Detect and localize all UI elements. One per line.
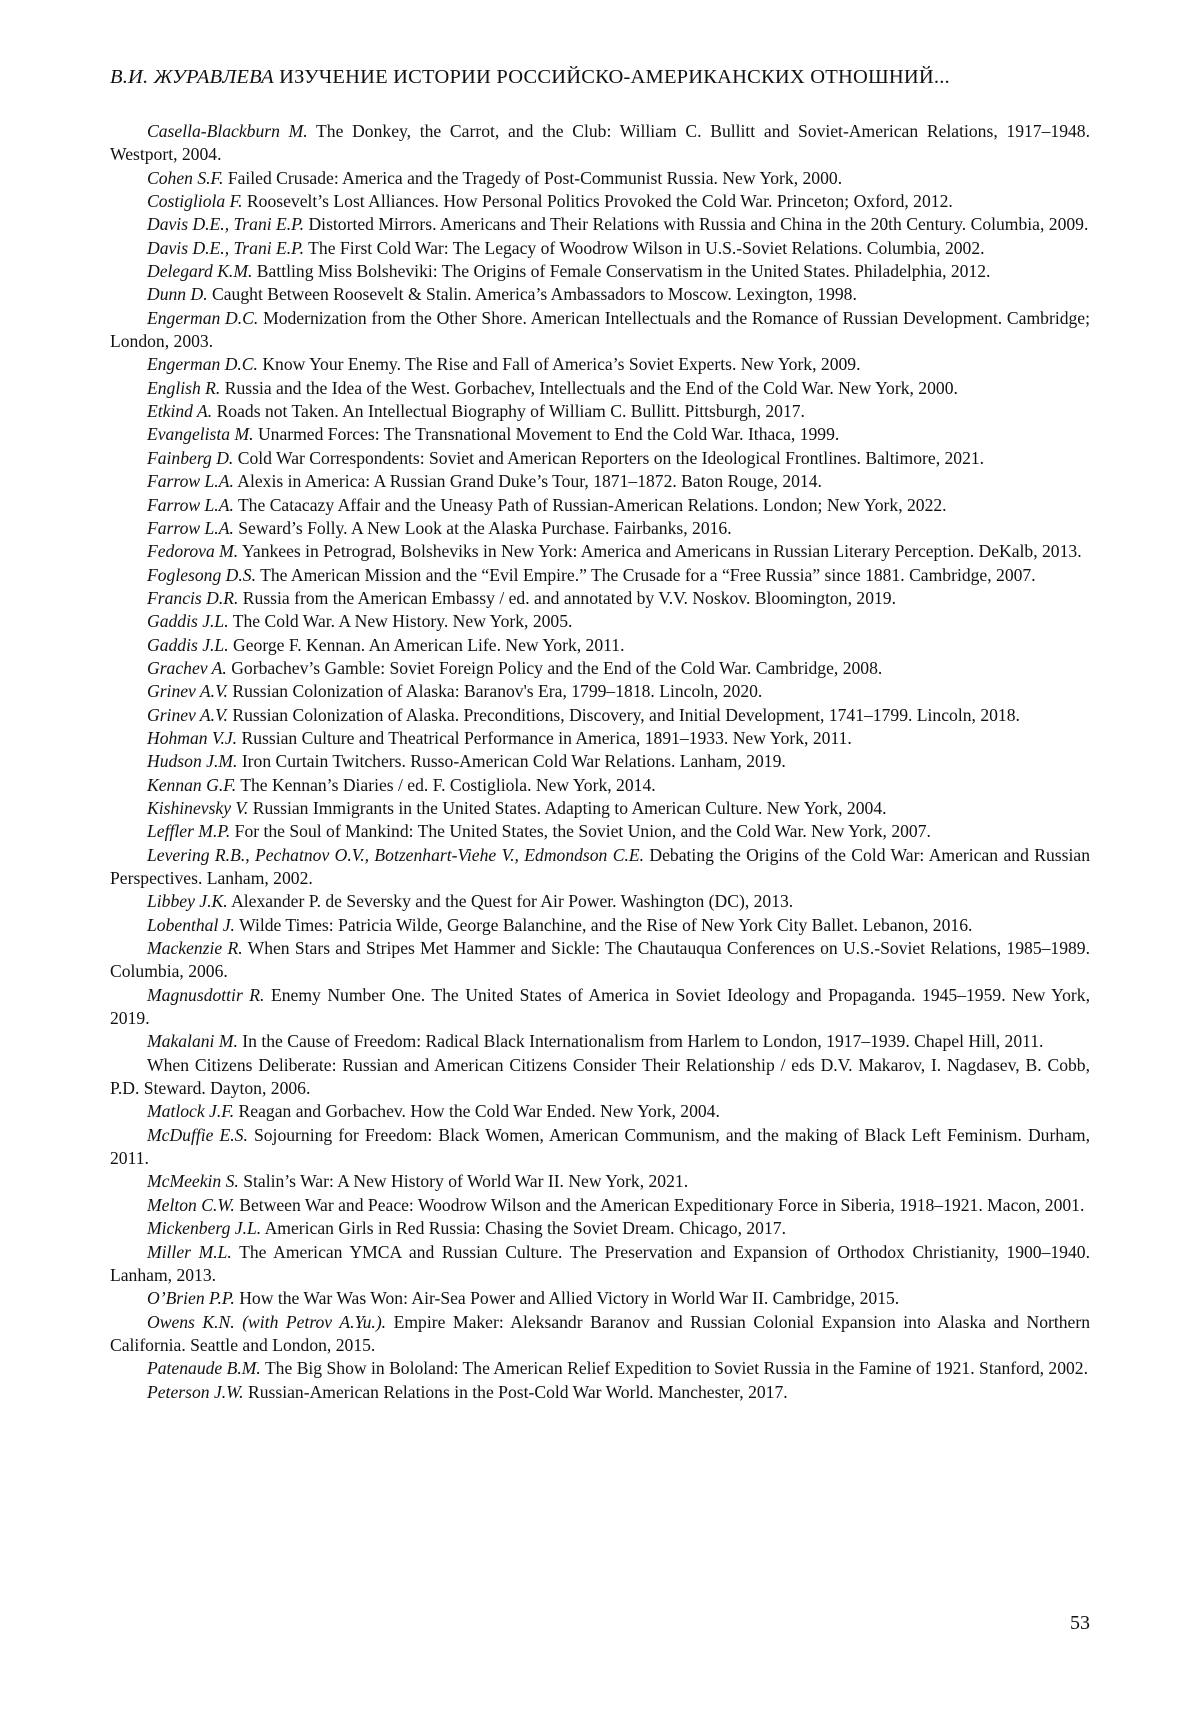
bibliography-entry	[110, 1100, 1090, 1123]
entry-text: Alexander P. de Seversky and the Quest for Air Power. Washington (DC), 2013.	[231, 891, 793, 911]
entry-author: Mickenberg J.L.	[147, 1218, 261, 1238]
entry-text: Russian Culture and Theatrical Performance in America, 1891–1933. New York, 2011.	[242, 728, 852, 748]
bibliography-entry	[110, 1287, 1090, 1310]
entry-author: Grinev A.V.	[147, 681, 228, 701]
entry-author: Hohman V.J.	[147, 728, 237, 748]
bibliography-entry	[110, 657, 1090, 680]
entry-author: Dunn D.	[147, 284, 208, 304]
header-author: В.И. ЖУРАВЛЕВА	[110, 66, 274, 88]
entry-author: Leffler M.P.	[147, 821, 230, 841]
bibliography-entry	[110, 564, 1090, 587]
entry-author: Davis D.E., Trani E.P.	[147, 238, 304, 258]
entry-author: Davis D.E., Trani E.P.	[147, 214, 304, 234]
bibliography-entry	[110, 937, 1090, 984]
entry-text: Failed Crusade: America and the Tragedy of Post-Communist Russia. New York, 2000.	[228, 168, 842, 188]
entry-author: Farrow L.A.	[147, 518, 234, 538]
entry-text: American Girls in Red Russia: Chasing the Soviet Dream. Chicago, 2017.	[265, 1218, 786, 1238]
entry-text: Between War and Peace: Woodrow Wilson and the American Expeditionary Force in Siberia, 1918–1921. Macon, 2001.	[239, 1195, 1084, 1215]
bibliography-entry	[110, 750, 1090, 773]
entry-author: Magnusdottir R.	[147, 985, 264, 1005]
entry-text: Distorted Mirrors. Americans and Their Relations with Russia and China in the 20th Century. Columbia, 2009.	[308, 214, 1088, 234]
entry-author: English R.	[147, 378, 220, 398]
entry-author: Miller M.L.	[147, 1242, 232, 1262]
entry-text: The American Mission and the “Evil Empire.” The Crusade for a “Free Russia” since 1881. Cambridge, 2007.	[260, 565, 1036, 585]
entry-author: Foglesong D.S.	[147, 565, 256, 585]
entry-text: Sojourning for Freedom: Black Women, American Communism, and the making of Black Left Feminism. Durham, 2011.	[110, 1125, 1090, 1168]
bibliography-entry	[110, 447, 1090, 470]
entry-author: Farrow L.A.	[147, 471, 234, 491]
entry-text: Reagan and Gorbachev. How the Cold War Ended. New York, 2004.	[239, 1101, 720, 1121]
bibliography-entry	[110, 307, 1090, 354]
bibliography-entry	[110, 797, 1090, 820]
page-number: 53	[1070, 1612, 1090, 1635]
entry-text: The Big Show in Bololand: The American Relief Expedition to Soviet Russia in the Famine of 1921. Stanford, 2002.	[265, 1358, 1088, 1378]
entry-text: Russian Immigrants in the United States. Adapting to American Culture. New York, 2004.	[253, 798, 887, 818]
bibliography-entry	[110, 1381, 1090, 1404]
bibliography-entry	[110, 1357, 1090, 1380]
entry-author: Kishinevsky V.	[147, 798, 248, 818]
entry-text: George F. Kennan. An American Life. New York, 2011.	[233, 635, 624, 655]
entry-text: Roosevelt’s Lost Alliances. How Personal Politics Provoked the Cold War. Princeton; Oxford, 2012.	[247, 191, 953, 211]
entry-text: Cold War Correspondents: Soviet and American Reporters on the Ideological Frontlines. Baltimore, 2021.	[238, 448, 984, 468]
bibliography-entry	[110, 237, 1090, 260]
bibliography-entry	[110, 1170, 1090, 1193]
entry-author: Makalani M.	[147, 1031, 238, 1051]
bibliography-entry	[110, 1054, 1090, 1101]
bibliography-entry	[110, 587, 1090, 610]
bibliography-entry	[110, 890, 1090, 913]
entry-text: Russian-American Relations in the Post-Cold War World. Manchester, 2017.	[248, 1382, 788, 1402]
bibliography-entry	[110, 820, 1090, 843]
bibliography-entry	[110, 377, 1090, 400]
entry-author: Cohen S.F.	[147, 168, 223, 188]
bibliography-entry	[110, 260, 1090, 283]
entry-author: O’Brien P.P.	[147, 1288, 235, 1308]
entry-text: When Stars and Stripes Met Hammer and Sickle: The Chautauqua Conferences on U.S.-Soviet Relations, 1985–1989. Columbia, 2006.	[110, 938, 1090, 981]
bibliography-entry	[110, 423, 1090, 446]
bibliography-entry	[110, 1241, 1090, 1288]
entry-text: Iron Curtain Twitchers. Russo-American Cold War Relations. Lanham, 2019.	[242, 751, 786, 771]
entry-text: The American YMCA and Russian Culture. The Preservation and Expansion of Orthodox Christianity, 1900–1940. Lanham, 2013.	[110, 1242, 1090, 1285]
entry-author: Mackenzie R.	[147, 938, 243, 958]
entry-author: Hudson J.M.	[147, 751, 237, 771]
entry-author: Farrow L.A.	[147, 495, 234, 515]
bibliography-entry	[110, 213, 1090, 236]
entry-text: Modernization from the Other Shore. American Intellectuals and the Romance of Russian Development. Cambridge; London, 2003.	[110, 308, 1090, 351]
entry-author: Gaddis J.L.	[147, 635, 229, 655]
bibliography-entry	[110, 167, 1090, 190]
bibliography-entry	[110, 190, 1090, 213]
entry-author: McDuffie E.S.	[147, 1125, 248, 1145]
entry-text: The Kennan’s Diaries / ed. F. Costigliola. New York, 2014.	[240, 775, 655, 795]
bibliography-entry	[110, 470, 1090, 493]
bibliography-entry	[110, 353, 1090, 376]
entry-author: Melton C.W.	[147, 1195, 235, 1215]
entry-text: Caught Between Roosevelt & Stalin. America’s Ambassadors to Moscow. Lexington, 1998.	[212, 284, 857, 304]
bibliography-entry	[110, 283, 1090, 306]
bibliography-entry	[110, 1030, 1090, 1053]
entry-text: How the War Was Won: Air-Sea Power and Allied Victory in World War II. Cambridge, 2015.	[239, 1288, 899, 1308]
bibliography-entry	[110, 1311, 1090, 1358]
entry-author: Francis D.R.	[147, 588, 238, 608]
bibliography-entry	[110, 727, 1090, 750]
entry-text: Alexis in America: A Russian Grand Duke’s Tour, 1871–1872. Baton Rouge, 2014.	[237, 471, 822, 491]
entry-text: Debating the Origins of the Cold War: American and Russian Perspectives. Lanham, 2002.	[110, 845, 1090, 888]
entry-text: Russian Colonization of Alaska: Baranov's Era, 1799–1818. Lincoln, 2020.	[232, 681, 762, 701]
entry-text: The First Cold War: The Legacy of Woodrow Wilson in U.S.-Soviet Relations. Columbia, 2002.	[308, 238, 984, 258]
entry-text: The Donkey, the Carrot, and the Club: William C. Bullitt and Soviet-American Relations, 1917–1948. Westport, 2004.	[110, 121, 1090, 164]
bibliography-list	[110, 120, 1090, 1404]
entry-author: Casella-Blackburn M.	[147, 121, 308, 141]
entry-author: Lobenthal J.	[147, 915, 235, 935]
entry-author: Delegard K.M.	[147, 261, 252, 281]
entry-author: Fainberg D.	[147, 448, 233, 468]
entry-author: Etkind A.	[147, 401, 212, 421]
entry-author: Costigliola F.	[147, 191, 243, 211]
bibliography-entry	[110, 120, 1090, 167]
bibliography-entry	[110, 400, 1090, 423]
bibliography-entry	[110, 984, 1090, 1031]
bibliography-entry	[110, 774, 1090, 797]
entry-text: Stalin’s War: A New History of World War II. New York, 2021.	[243, 1171, 688, 1191]
entry-author: Evangelista M.	[147, 424, 254, 444]
entry-author: Gaddis J.L.	[147, 611, 229, 631]
entry-text: The Catacazy Affair and the Uneasy Path of Russian-American Relations. London; New York, 2022.	[238, 495, 947, 515]
entry-author: Patenaude B.M.	[147, 1358, 261, 1378]
entry-text: When Citizens Deliberate: Russian and American Citizens Consider Their Relationship / eds D.V. Makarov, I. Nagdasev, B. Cobb, P.D. Steward. Dayton, 2006.	[110, 1055, 1090, 1098]
entry-text: Seward’s Folly. A New Look at the Alaska Purchase. Fairbanks, 2016.	[238, 518, 731, 538]
bibliography-entry	[110, 610, 1090, 633]
entry-text: In the Cause of Freedom: Radical Black Internationalism from Harlem to London, 1917–1939. Chapel Hill, 2011.	[242, 1031, 1043, 1051]
entry-author: McMeekin S.	[147, 1171, 239, 1191]
entry-author: Grachev A.	[147, 658, 227, 678]
entry-text: Yankees in Petrograd, Bolsheviks in New York: America and Americans in Russian Literary Perception. DeKalb, 2013.	[242, 541, 1082, 561]
bibliography-entry	[110, 704, 1090, 727]
entry-author: Engerman D.C.	[147, 354, 258, 374]
entry-text: Unarmed Forces: The Transnational Movement to End the Cold War. Ithaca, 1999.	[258, 424, 839, 444]
entry-text: Enemy Number One. The United States of America in Soviet Ideology and Propaganda. 1945–1959. New York, 2019.	[110, 985, 1090, 1028]
entry-author: Libbey J.K.	[147, 891, 228, 911]
entry-author: Owens K.N. (with Petrov A.Yu.).	[147, 1312, 386, 1332]
running-header	[110, 66, 1090, 89]
bibliography-entry	[110, 1124, 1090, 1171]
entry-text: Russia from the American Embassy / ed. and annotated by V.V. Noskov. Bloomington, 2019.	[243, 588, 896, 608]
bibliography-entry	[110, 517, 1090, 540]
bibliography-entry	[110, 494, 1090, 517]
entry-text: Battling Miss Bolsheviki: The Origins of Female Conservatism in the United States. Philadelphia, 2012.	[257, 261, 991, 281]
entry-text: Russian Colonization of Alaska. Preconditions, Discovery, and Initial Development, 1741–1799. Lincoln, 2018.	[232, 705, 1020, 725]
entry-text: Roads not Taken. An Intellectual Biography of William C. Bullitt. Pittsburgh, 2017.	[217, 401, 805, 421]
entry-text: Know Your Enemy. The Rise and Fall of America’s Soviet Experts. New York, 2009.	[262, 354, 860, 374]
bibliography-entry	[110, 680, 1090, 703]
entry-text: Russia and the Idea of the West. Gorbachev, Intellectuals and the End of the Cold War. New York, 2000.	[225, 378, 958, 398]
bibliography-entry	[110, 634, 1090, 657]
header-title: ИЗУЧЕНИЕ ИСТОРИИ РОССИЙСКО-АМЕРИКАНСКИХ ОТНОШНИЙ...	[279, 66, 950, 88]
entry-author: Peterson J.W.	[147, 1382, 244, 1402]
entry-text: Empire Maker: Aleksandr Baranov and Russian Colonial Expansion into Alaska and Northern California. Seattle and London, 2015.	[110, 1312, 1090, 1355]
entry-author: Engerman D.C.	[147, 308, 258, 328]
entry-author: Fedorova M.	[147, 541, 238, 561]
bibliography-entry	[110, 914, 1090, 937]
entry-text: Gorbachev’s Gamble: Soviet Foreign Policy and the End of the Cold War. Cambridge, 2008.	[231, 658, 882, 678]
bibliography-entry	[110, 1217, 1090, 1240]
bibliography-entry	[110, 844, 1090, 891]
bibliography-entry	[110, 1194, 1090, 1217]
entry-author: Grinev A.V.	[147, 705, 228, 725]
entry-text: For the Soul of Mankind: The United States, the Soviet Union, and the Cold War. New York, 2007.	[235, 821, 931, 841]
entry-author: Levering R.B., Pechatnov O.V., Botzenhart-Viehe V., Edmondson C.E.	[147, 845, 644, 865]
entry-author: Matlock J.F.	[147, 1101, 234, 1121]
bibliography-entry	[110, 540, 1090, 563]
entry-text: The Cold War. A New History. New York, 2005.	[233, 611, 573, 631]
entry-text: Wilde Times: Patricia Wilde, George Balanchine, and the Rise of New York City Ballet. Lebanon, 2016.	[239, 915, 972, 935]
entry-author: Kennan G.F.	[147, 775, 236, 795]
